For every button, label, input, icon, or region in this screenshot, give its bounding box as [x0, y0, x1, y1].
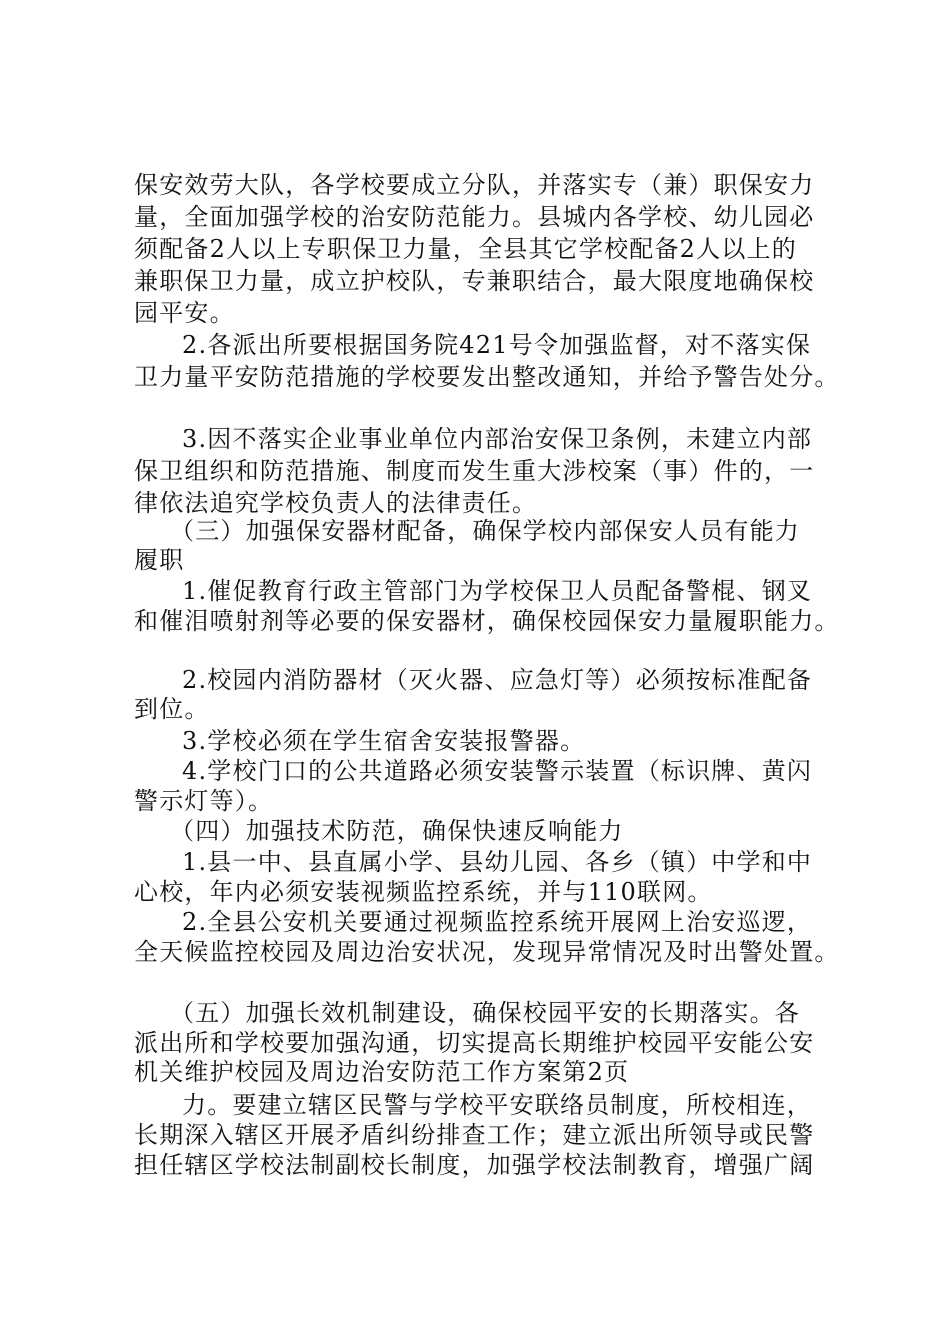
text-line: 园平安。 [134, 299, 235, 327]
text-line: 4.学校门口的公共道路必须安装警示装置（标识牌、黄闪 [182, 757, 813, 785]
text-line: 须配备2人以上专职保卫力量，全县其它学校配备2人以上的 [134, 235, 797, 263]
text-line: 1.县一中、县直属小学、县幼儿园、各乡（镇）中学和中 [182, 848, 813, 876]
text-line: 警示灯等）。 [134, 787, 274, 815]
text-line: 保卫组织和防范措施、制度而发生重大涉校案（事）件的，一 [134, 457, 815, 485]
text-line: 律依法追究学校负责人的法律责任。 [134, 489, 538, 517]
text-line: 全天候监控校园及周边治安状况，发现异常情况及时出警处置。 [134, 938, 840, 966]
text-line: 长期深入辖区开展矛盾纠纷排查工作；建立派出所领导或民警 [134, 1121, 815, 1149]
text-line: 和催泪喷射剂等必要的保安器材，确保校园保安力量履职能力。 [134, 607, 840, 635]
text-line: 2.校园内消防器材（灭火器、应急灯等）必须按标准配备 [182, 666, 813, 694]
section-heading: 履职 [134, 546, 185, 574]
text-line: 卫力量平安防范措施的学校要发出整改通知，并给予警告处分。 [134, 363, 840, 391]
section-heading: （五）加强长效机制建设，确保校园平安的长期落实。各 [170, 999, 800, 1027]
text-line: 派出所和学校要加强沟通，切实提高长期维护校园平安能公安 [134, 1029, 815, 1057]
text-line: 心校，年内必须安装视频监控系统，并与110联网。 [134, 878, 713, 906]
text-line: 到位。 [134, 695, 210, 723]
text-line: 2.各派出所要根据国务院421号令加强监督，对不落实保 [182, 331, 812, 359]
text-line: 保安效劳大队，各学校要成立分队，并落实专（兼）职保安力 [134, 171, 815, 199]
text-line: 2.全县公安机关要通过视频监控系统开展网上治安巡逻， [182, 908, 813, 936]
text-line: 力。要建立辖区民警与学校平安联络员制度，所校相连， [182, 1091, 812, 1119]
text-line: 1.催促教育行政主管部门为学校保卫人员配备警棍、钢叉 [182, 577, 813, 605]
text-line: 机关维护校园及周边治安防范工作方案第2页 [134, 1058, 630, 1086]
text-line: 担任辖区学校法制副校长制度，加强学校法制教育，增强广阔 [134, 1151, 815, 1179]
text-line: 兼职保卫力量，成立护校队，专兼职结合，最大限度地确保校 [134, 267, 815, 295]
text-line: 3.学校必须在学生宿舍安装报警器。 [182, 727, 586, 755]
section-heading: （三）加强保安器材配备，确保学校内部保安人员有能力 [170, 517, 800, 545]
text-line: 量，全面加强学校的治安防范能力。县城内各学校、幼儿园必 [134, 203, 815, 231]
text-line: 3.因不落实企业事业单位内部治安保卫条例，未建立内部 [182, 425, 813, 453]
section-heading: （四）加强技术防范，确保快速反响能力 [170, 817, 624, 845]
